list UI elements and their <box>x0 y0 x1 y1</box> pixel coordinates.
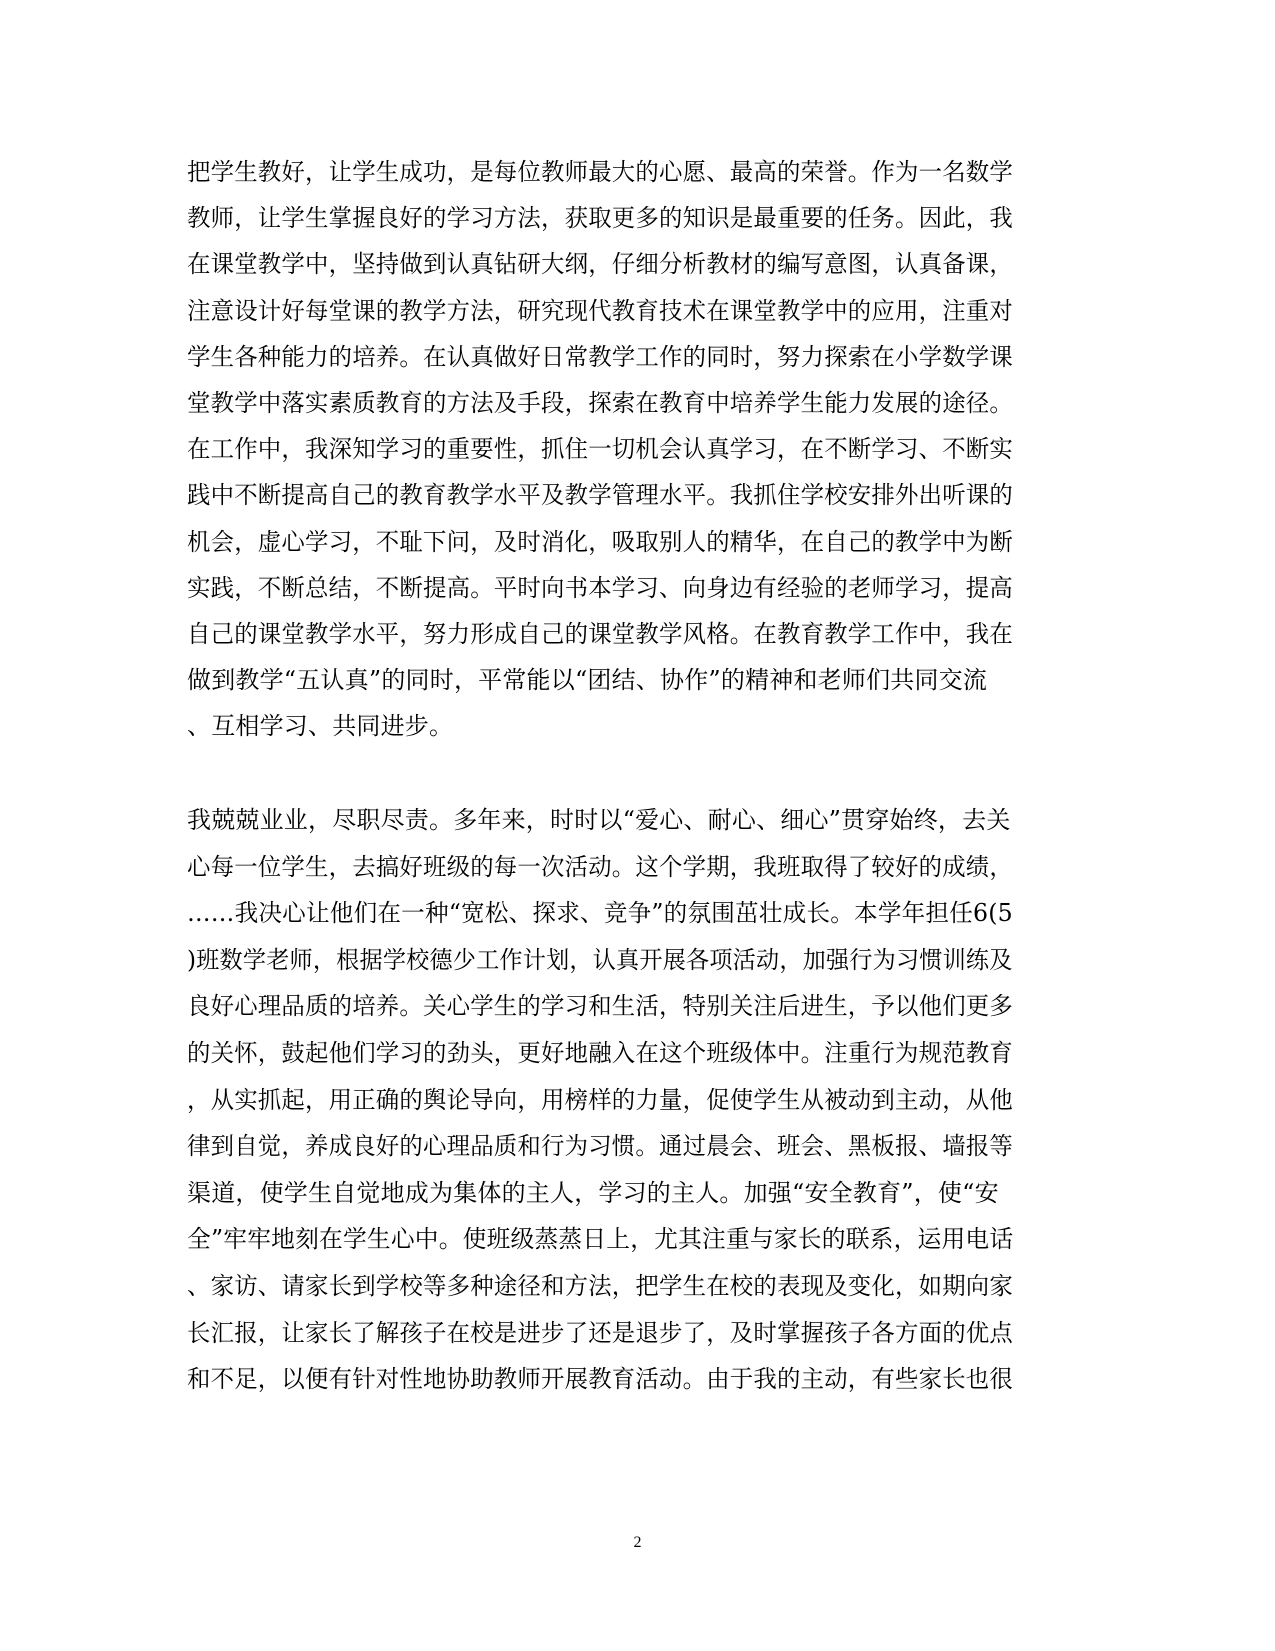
text-line: 教师，让学生掌握良好的学习方法，获取更多的知识是最重要的任务。因此，我 <box>187 204 1013 233</box>
text-line: 机会，虚心学习，不耻下问，及时消化，吸取别人的精华，在自己的教学中为断 <box>187 527 1013 556</box>
text-line: 全”牢牢地刻在学生心中。使班级蒸蒸日上，尤其注重与家长的联系，运用电话 <box>187 1225 1014 1254</box>
text-line: 的关怀，鼓起他们学习的劲头，更好地融入在这个班级体中。注重行为规范教育 <box>187 1039 1013 1067</box>
text-line: 把学生教好，让学生成功，是每位教师最大的心愿、最高的荣誉。作为一名数学 <box>187 158 1013 186</box>
text-line: 注意设计好每堂课的教学方法，研究现代教育技术在课堂教学中的应用，注重对 <box>187 296 1013 325</box>
text-line: 和不足，以便有针对性地协助教师开展教育活动。由于我的主动，有些家长也很 <box>187 1365 1013 1394</box>
text-line: ……我决心让他们在一种“宽松、探求、竞争”的氛围茁壮成长。本学年担任6(5 <box>187 899 1013 928</box>
text-line: 长汇报，让家长了解孩子在校是进步了还是退步了，及时掌握孩子各方面的优点 <box>187 1318 1013 1347</box>
text-line: 律到自觉，养成良好的心理品质和行为习惯。通过晨会、班会、黑板报、墙报等 <box>187 1132 1013 1161</box>
text-line: ，从实抓起，用正确的舆论导向，用榜样的力量，促使学生从被动到主动，从他 <box>187 1085 1013 1114</box>
text-line: 在工作中，我深知学习的重要性，抓住一切机会认真学习，在不断学习、不断实 <box>187 435 1013 464</box>
text-line: 在课堂教学中，坚持做到认真钻研大纲，仔细分析教材的编写意图，认真备课， <box>187 250 1013 279</box>
text-line: 良好心理品质的培养。关心学生的学习和生活，特别关注后进生，予以他们更多 <box>187 992 1013 1021</box>
text-line: 实践，不断总结，不断提高。平时向书本学习、向身边有经验的老师学习，提高 <box>187 573 1013 602</box>
page-number: 2 <box>633 1534 642 1551</box>
text-line: 我兢兢业业，尽职尽责。多年来，时时以“爱心、耐心、细心”贯穿始终，去关 <box>187 806 1011 834</box>
text-line: )班数学老师，根据学校德少工作计划，认真开展各项活动，加强行为习惯训练及 <box>187 945 1013 974</box>
text-line: 践中不断提高自己的教育教学水平及教学管理水平。我抓住学校安排外出听课的 <box>187 481 1013 510</box>
text-line: 自己的课堂教学水平，努力形成自己的课堂教学风格。在教育教学工作中，我在 <box>187 620 1013 648</box>
text-line: 渠道，使学生自觉地成为集体的主人，学习的主人。加强“安全教育”，使“安 <box>187 1178 999 1207</box>
text-line: 做到教学“五认真”的同时，平常能以“团结、协作”的精神和老师们共同交流 <box>187 666 988 695</box>
text-line: 、家访、请家长到学校等多种途径和方法，把学生在校的表现及变化，如期向家 <box>187 1272 1013 1300</box>
text-line: 心每一位学生，去搞好班级的每一次活动。这个学期，我班取得了较好的成绩， <box>187 852 1013 881</box>
text-line: 学生各种能力的培养。在认真做好日常教学工作的同时，努力探索在小学数学课 <box>187 342 1013 371</box>
text-line: 堂教学中落实素质教育的方法及手段，探索在教育中培养学生能力发展的途径。 <box>187 389 1013 417</box>
text-line: 、互相学习、共同进步。 <box>187 712 454 741</box>
